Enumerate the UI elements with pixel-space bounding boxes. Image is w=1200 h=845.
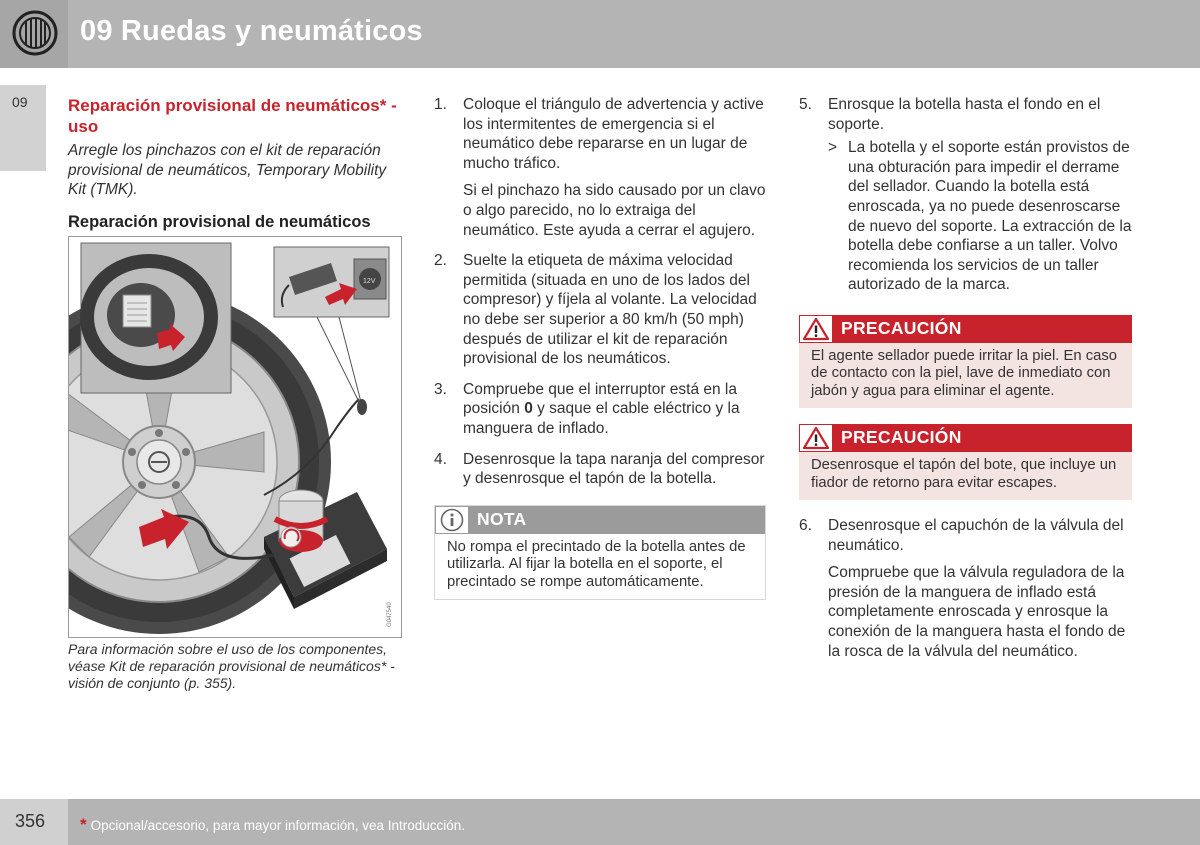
socket-label: 12V	[363, 278, 376, 286]
step-text: Compruebe que la válvula reguladora de la presión de la manguera de inflado está completamente enroscada y enrosque la conexión de la manguera hasta el fondo de la rosca de la válvula del neumático.	[828, 564, 1126, 660]
tire-icon	[12, 10, 58, 56]
page-number: 356	[15, 811, 46, 831]
step-number: 4.	[434, 450, 447, 468]
step-2	[434, 251, 766, 369]
warning-label: PRECAUCIÓN	[841, 317, 962, 338]
column-3	[799, 95, 1132, 672]
step-number: 6.	[799, 516, 812, 534]
steering-wheel-inset	[81, 243, 231, 393]
column-2	[434, 95, 766, 600]
power-socket-inset	[274, 247, 389, 317]
step-text: Desenrosque el capuchón de la válvula del neumático.	[828, 516, 1124, 554]
substep-text: La botella y el soporte están provistos de una obturación para impedir el derrame del sellador. Cuando la botella está enroscada, ya no puede desenroscarse de nuevo del soporte. La extracción de la botella debe confiarse a un taller. Volvo recomienda los servicios de un taller autorizado de la marca.	[848, 139, 1132, 294]
side-tab-label: 09	[12, 94, 28, 110]
step-number: 1.	[434, 96, 447, 113]
step-6	[799, 516, 1132, 661]
warning-box	[799, 424, 1132, 500]
warning-triangle-icon	[800, 316, 832, 342]
step-text-part: Compruebe que el interruptor está en la posición	[463, 380, 737, 418]
chapter-side-tab	[0, 85, 46, 171]
step-number: 3.	[434, 380, 447, 398]
step-text: Coloque el triángulo de advertencia y active los intermitentes de emergencia si el neumático debe repararse en un lugar de mucho tráfico.	[463, 96, 764, 172]
step-3	[434, 380, 766, 439]
step-text: Suelte la etiqueta de máxima velocidad permitida (situada en uno de los lados del compresor) y fíjela al volante. La velocidad no debe ser superior a 80 km/h (50 mph) después de utilizar el kit de reparación provisional de los neumáticos.	[463, 252, 757, 368]
section-intro: Arregle los pinchazos con el kit de reparación provisional de neumáticos, Temporary Mobility Kit (TMK).	[68, 142, 387, 199]
warning-box	[799, 315, 1132, 408]
page-footer	[0, 799, 1200, 845]
warning-header	[799, 315, 1132, 343]
footnote-star: *	[80, 815, 87, 834]
substep-marker: >	[828, 139, 838, 157]
page-number-box	[0, 799, 68, 845]
compressor-drawing	[264, 490, 387, 609]
note-text: No rompa el precintado de la botella antes de utilizarla. Al fijar la botella en el soporte, el precintado se rompe automáticamente.	[435, 534, 765, 599]
step-text	[463, 380, 766, 439]
step-number: 2.	[434, 252, 447, 270]
warning-text: El agente sellador puede irritar la piel. En caso de contacto con la piel, lave de inmediato con jabón y agua para eliminar el agente.	[799, 343, 1132, 408]
figure-code: G047540	[387, 602, 393, 628]
step-text: Si el pinchazo ha sido causado por un clavo o algo parecido, no lo extraiga del neumático. Este ayuda a cerrar el agujero.	[463, 182, 766, 239]
column-1	[68, 95, 400, 692]
step-substep	[828, 138, 1132, 295]
info-icon	[436, 507, 468, 533]
warning-header	[799, 424, 1132, 452]
tmk-illustration-drawing	[69, 237, 401, 637]
footer-note	[80, 815, 465, 835]
step-4	[434, 450, 766, 489]
speed-label-sticker	[123, 295, 151, 327]
note-label: NOTA	[477, 508, 527, 529]
chapter-header	[0, 0, 1200, 68]
tmk-illustration	[68, 236, 402, 638]
step-1	[434, 95, 766, 240]
figure-heading: Reparación provisional de neumáticos	[68, 212, 371, 231]
note-box	[434, 505, 766, 600]
step-number: 5.	[799, 96, 812, 113]
switch-position: 0	[524, 400, 533, 418]
note-header	[435, 506, 765, 534]
warning-label: PRECAUCIÓN	[841, 427, 962, 448]
warning-triangle-icon	[800, 425, 832, 451]
step-text-part: y saque el cable eléctrico y la manguera de inflado.	[463, 400, 740, 437]
chapter-icon-box	[0, 0, 68, 68]
footer-bar	[68, 799, 1200, 845]
chapter-title: 09 Ruedas y neumáticos	[80, 15, 423, 47]
footer-note-text: Opcional/accesorio, para mayor información, vea Introducción.	[90, 818, 466, 833]
step-text: Enrosque la botella hasta el fondo en el soporte.	[828, 96, 1101, 133]
warning-text: Desenrosque el tapón del bote, que incluye un fiador de retorno para evitar escapes.	[799, 452, 1132, 500]
step-5	[799, 95, 1132, 295]
figure-caption: Para información sobre el uso de los componentes, véase Kit de reparación provisional de neumáticos* - visión de conjunto (p. 355).	[68, 641, 395, 692]
step-text: Desenrosque la tapa naranja del compresor y desenrosque el tapón de la botella.	[463, 450, 765, 488]
section-title: Reparación provisional de neumáticos* - uso	[68, 96, 397, 136]
